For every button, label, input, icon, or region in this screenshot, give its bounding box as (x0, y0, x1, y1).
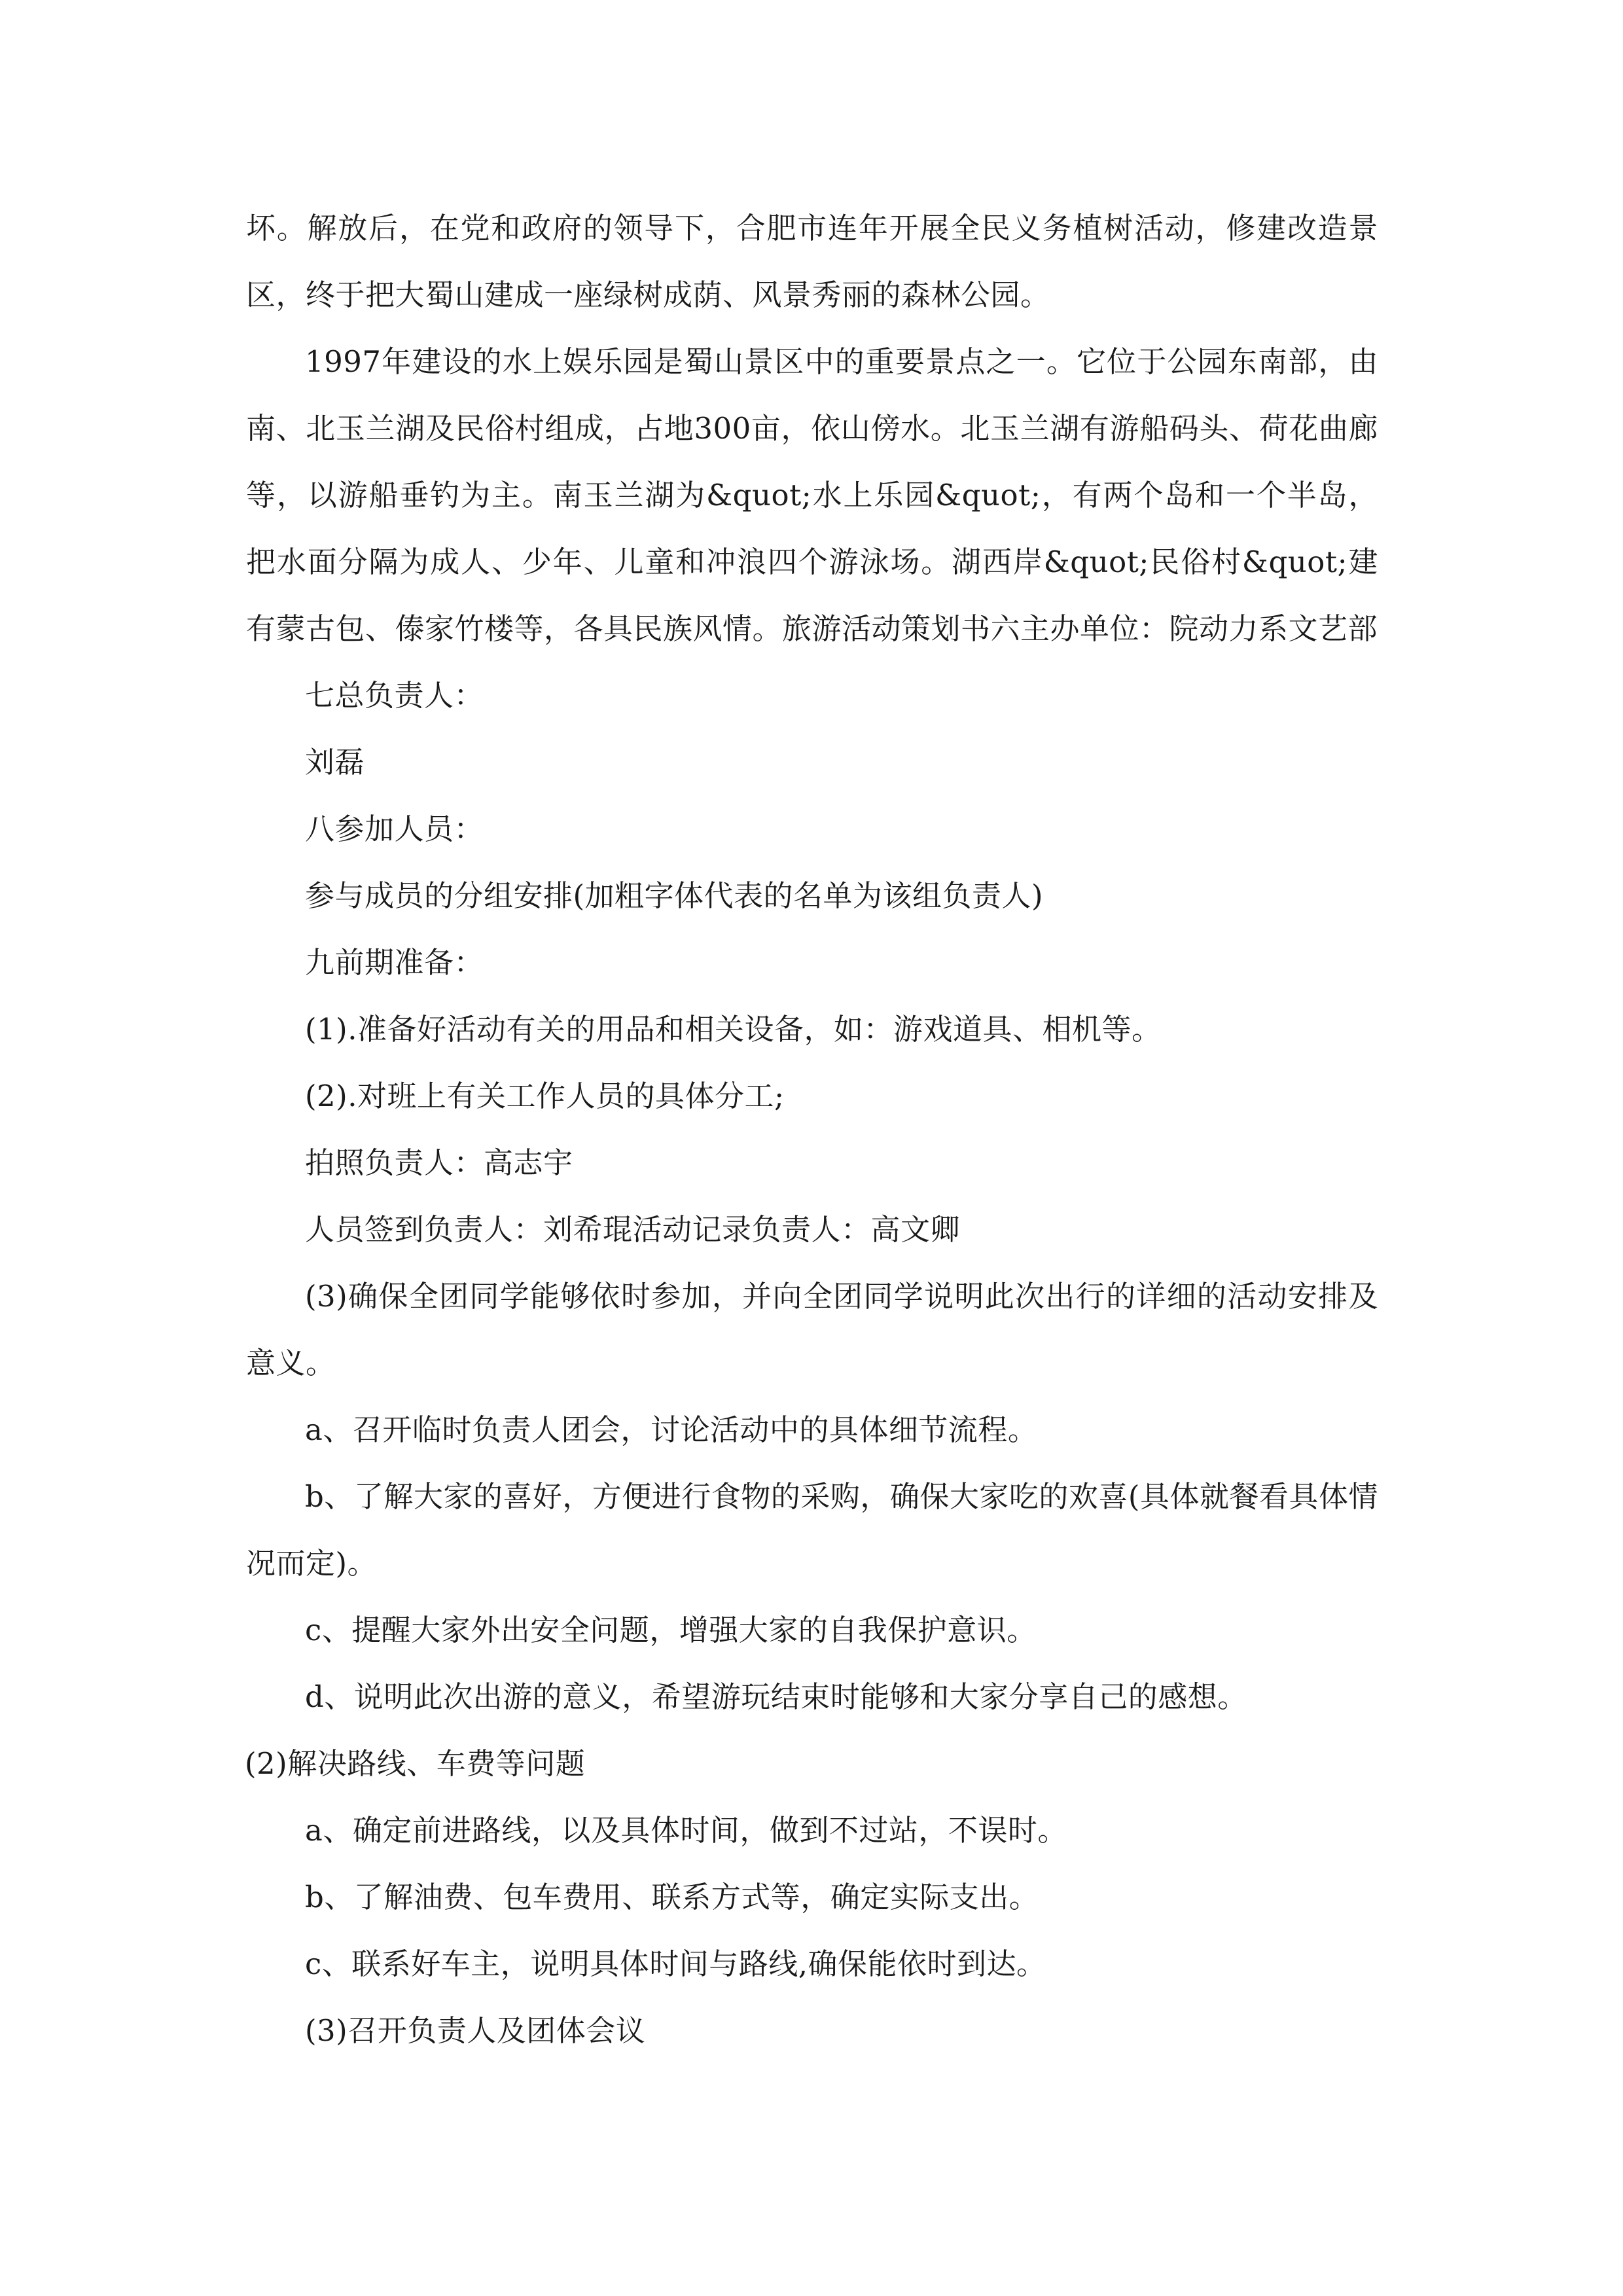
photo-lead: 拍照负责人：高志宇 (305, 1145, 573, 1180)
route-item-a: a、确定前进路线，以及具体时间，做到不过站，不误时。 (305, 1813, 1067, 1848)
document-page (246, 195, 1378, 2064)
participants-grouping: 参与成员的分组安排(加粗字体代表的名单为该组负责人) (305, 878, 1044, 913)
heading-preparation: 九前期准备： (305, 945, 484, 980)
sub-item-b-food: b、了解大家的喜好，方便进行食物的采购，确保大家吃的欢喜(具体就餐看具体情况而定)。 (246, 1479, 1378, 1581)
route-item-c: c、联系好车主，说明具体时间与路线,确保能依时到达。 (305, 1946, 1046, 1981)
signin-and-record-leads: 人员签到负责人：刘希琨活动记录负责人：高文卿 (305, 1212, 961, 1247)
heading-route-fare: (2)解决路线、车费等问题 (245, 1746, 586, 1781)
prep-item-equipment: (1).准备好活动有关的用品和相关设备，如：游戏道具、相机等。 (305, 1012, 1162, 1047)
heading-participants: 八参加人员： (305, 812, 484, 846)
chief-organizer-name: 刘磊 (305, 745, 365, 780)
heading-meeting: (3)召开负责人及团体会议 (305, 2013, 646, 2048)
sub-item-d-meaning: d、说明此次出游的意义，希望游玩结束时能够和大家分享自己的感想。 (305, 1679, 1247, 1714)
route-item-b: b、了解油费、包车费用、联系方式等，确定实际支出。 (305, 1880, 1039, 1914)
prep-item-attendance: (3)确保全团同学能够依时参加，并向全团同学说明此次出行的详细的活动安排及意义。 (246, 1279, 1378, 1380)
paragraph-scenic-history: 坏。解放后，在党和政府的领导下，合肥市连年开展全民义务植树活动，修建改造景区，终于把大蜀山建成一座绿树成荫、风景秀丽的森林公园。 (246, 211, 1378, 312)
heading-chief-organizer: 七总负责人： (305, 678, 484, 713)
prep-item-division: (2).对班上有关工作人员的具体分工; (305, 1079, 785, 1113)
paragraph-water-park: 1997年建设的水上娱乐园是蜀山景区中的重要景点之一。它位于公园东南部，由南、北玉兰湖及民俗村组成，占地300亩，依山傍水。北玉兰湖有游船码头、荷花曲廊等，以游船垂钓为主。南玉兰湖为&quot;水上乐园&quot;，有两个岛和一个半岛，把水面分隔为成人、少年、儿童和冲浪四个游泳场。湖西岸&quot;民俗村&quot;建有蒙古包、傣家竹楼等，各具民族风情。旅游活动策划书六主办单位：院动力系文艺部 (246, 344, 1378, 646)
sub-item-a-meeting: a、召开临时负责人团会，讨论活动中的具体细节流程。 (305, 1412, 1038, 1447)
sub-item-c-safety: c、提醒大家外出安全问题，增强大家的自我保护意识。 (305, 1613, 1037, 1647)
